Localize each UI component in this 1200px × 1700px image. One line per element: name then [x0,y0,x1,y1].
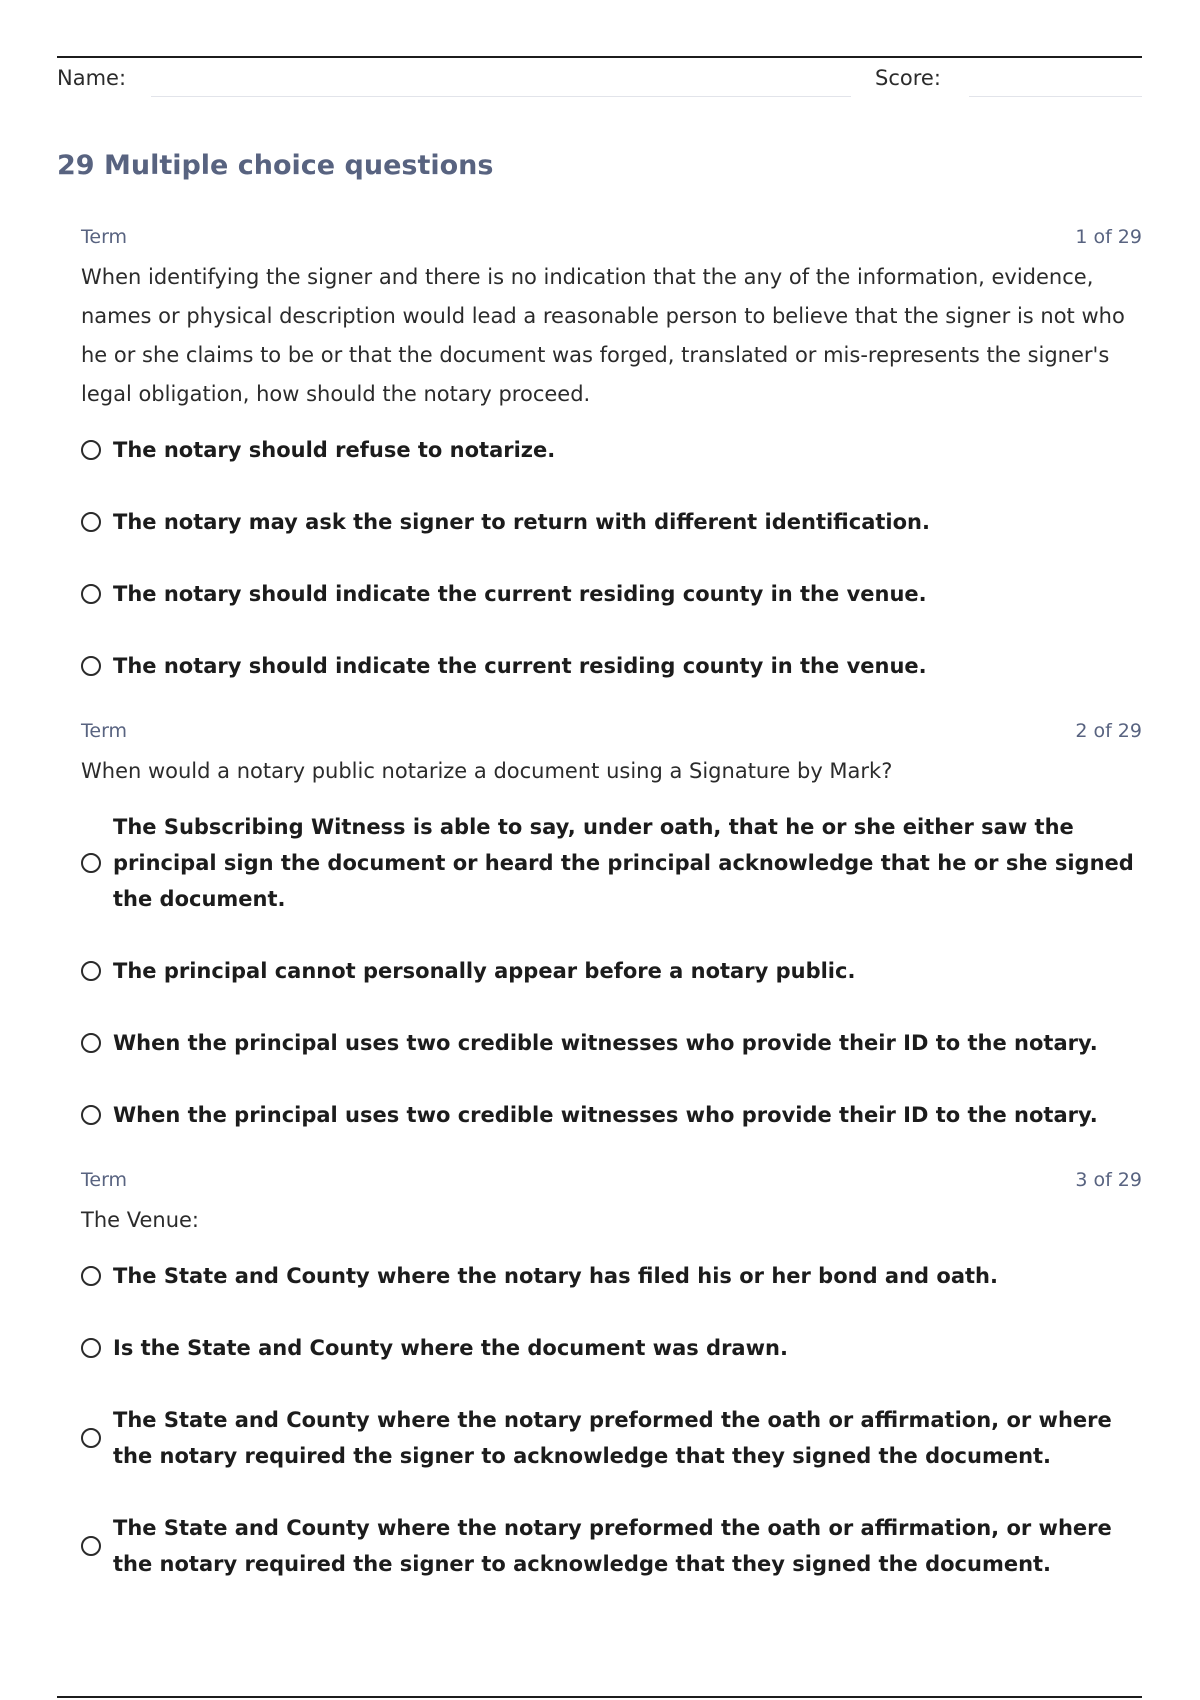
answer-option[interactable] [81,1097,1142,1133]
question-prompt: When would a notary public notarize a document using a Signature by Mark? [81,759,893,783]
score-field[interactable] [969,96,1142,97]
radio-button[interactable] [81,584,101,604]
term-label: Term [81,720,128,742]
radio-button[interactable] [81,961,101,981]
radio-button[interactable] [81,853,101,873]
answer-option[interactable] [81,1402,1142,1474]
term-label: Term [81,226,128,248]
radio-button[interactable] [81,1338,101,1358]
answer-text: The State and County where the notary preformed the oath or affirmation, or where the notary required the signer to acknowledge that they signed the document. [113,1516,1112,1576]
radio-button[interactable] [81,1428,101,1448]
question-counter: 3 of 29 [1075,1169,1142,1191]
question-counter: 2 of 29 [1075,720,1142,742]
answer-option[interactable] [81,1258,1142,1294]
question-header [81,1169,1142,1197]
answer-text: The Subscribing Witness is able to say, under oath, that he or she either saw the principal sign the document or heard the principal acknowledge that he or she signed the document. [113,815,1134,911]
answer-option[interactable] [81,576,1142,612]
answer-option[interactable] [81,648,1142,684]
answer-text: Is the State and County where the document was drawn. [113,1336,788,1360]
question-list [81,226,1142,1618]
name-label: Name: [57,66,127,90]
name-field[interactable] [151,96,851,97]
worksheet-header [57,58,1142,100]
question-counter: 1 of 29 [1075,226,1142,248]
answer-text: The State and County where the notary has filed his or her bond and oath. [113,1264,998,1288]
answer-option[interactable] [81,1510,1142,1582]
answer-text: The State and County where the notary preformed the oath or affirmation, or where the notary required the signer to acknowledge that they signed the document. [113,1408,1112,1468]
answer-option[interactable] [81,1330,1142,1366]
section-title: 29 Multiple choice questions [57,150,494,181]
answer-option[interactable] [81,1025,1142,1061]
answer-text: The notary should indicate the current residing county in the venue. [113,582,927,606]
answer-option[interactable] [81,953,1142,989]
worksheet-page [57,56,1142,1576]
answer-option[interactable] [81,504,1142,540]
answer-text: The notary may ask the signer to return with different identification. [113,510,930,534]
answer-option[interactable] [81,432,1142,468]
radio-button[interactable] [81,1266,101,1286]
term-label: Term [81,1169,128,1191]
answer-text: When the principal uses two credible witnesses who provide their ID to the notary. [113,1031,1098,1055]
radio-button[interactable] [81,1536,101,1556]
question-prompt: The Venue: [81,1208,200,1232]
question-prompt: When identifying the signer and there is no indication that the any of the information, evidence, names or physical description would lead a reasonable person to believe that the signer is not who he or she claims to be or that the document was forged, translated or mis-represents the signer's legal obligation, how should the notary proceed. [81,265,1125,406]
question-header [81,720,1142,748]
answer-text: The notary should refuse to notarize. [113,438,556,462]
question-1 [81,226,1142,684]
answer-option[interactable] [81,809,1142,917]
radio-button[interactable] [81,440,101,460]
radio-button[interactable] [81,1033,101,1053]
question-header [81,226,1142,254]
answer-text: The principal cannot personally appear before a notary public. [113,959,856,983]
radio-button[interactable] [81,656,101,676]
radio-button[interactable] [81,512,101,532]
question-2 [81,720,1142,1133]
radio-button[interactable] [81,1105,101,1125]
score-label: Score: [875,66,941,90]
question-3 [81,1169,1142,1582]
bottom-divider [57,1696,1142,1698]
answer-text: When the principal uses two credible witnesses who provide their ID to the notary. [113,1103,1098,1127]
answer-text: The notary should indicate the current residing county in the venue. [113,654,927,678]
